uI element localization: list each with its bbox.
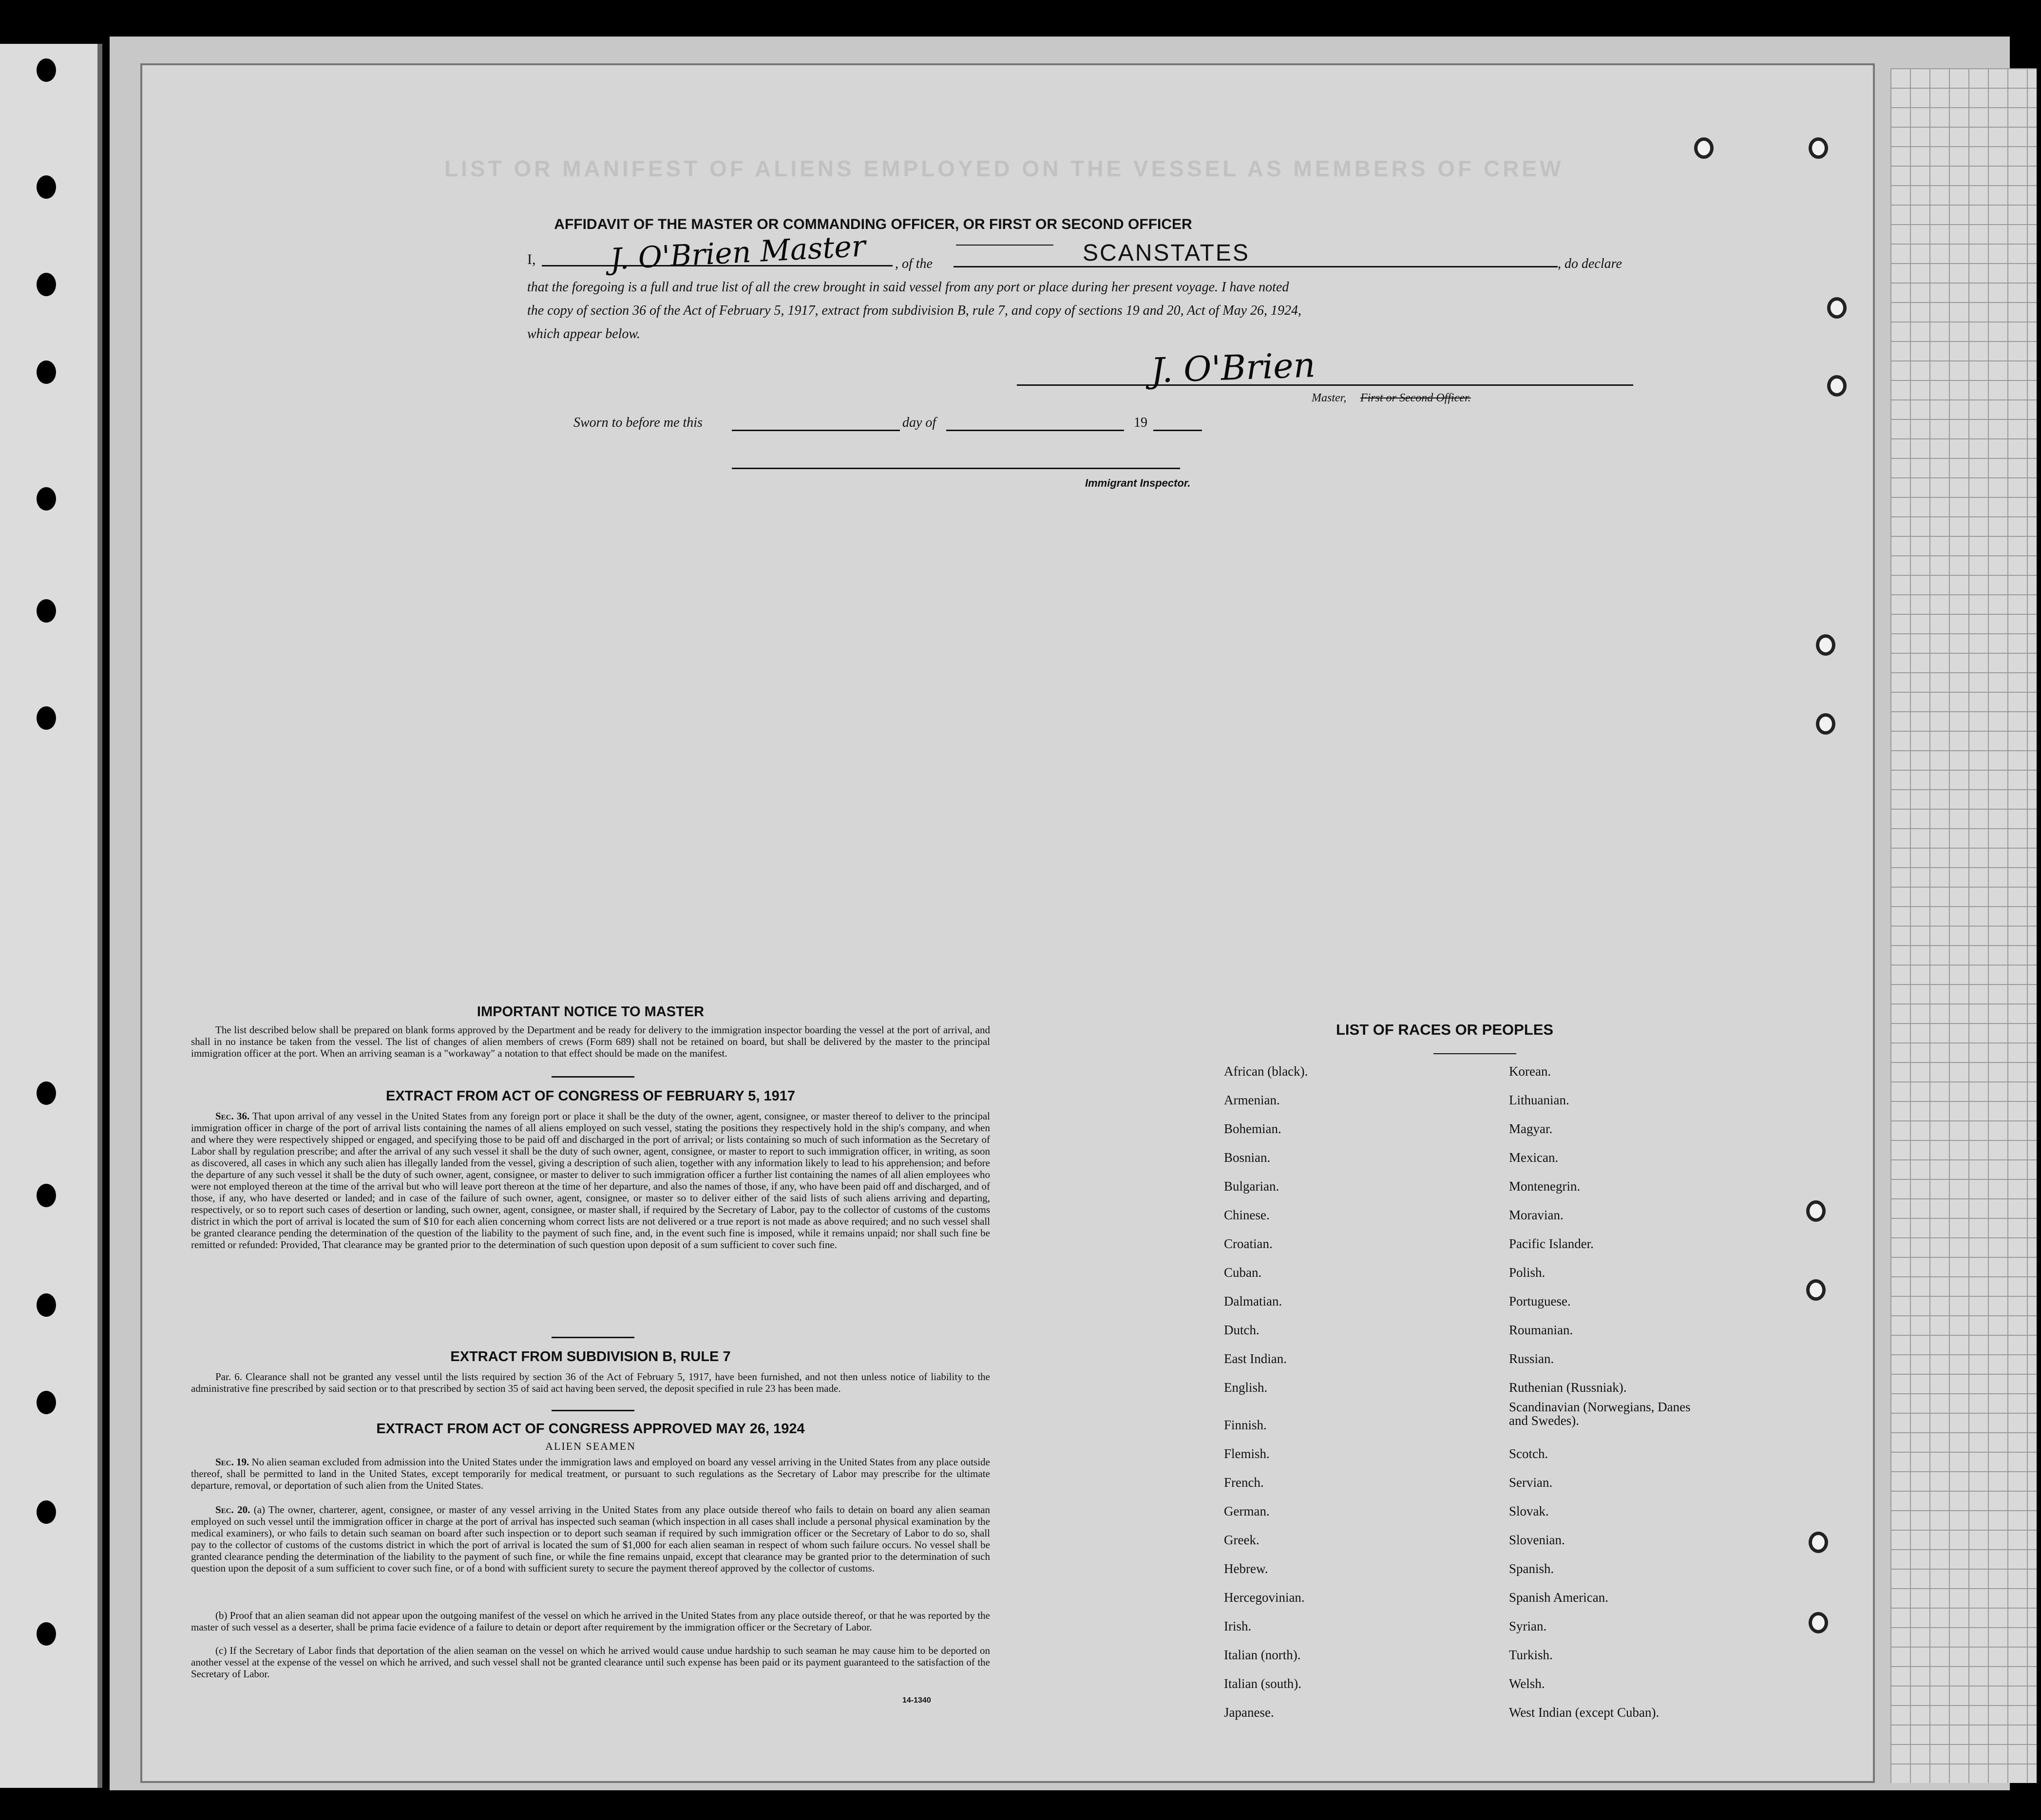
race-item: Dalmatian. [1224,1294,1282,1308]
race-item: Magyar. [1509,1121,1553,1136]
race-item: Hebrew. [1224,1561,1268,1576]
extract1-paragraph [191,1110,990,1251]
punch-hole-icon [1806,1200,1826,1222]
inspector-label: Immigrant Inspector. [1085,477,1191,489]
race-item: Lithuanian. [1509,1093,1569,1107]
race-item: Hercegovinian. [1224,1590,1305,1605]
sec19-body: No alien seaman excluded from admission into the United States under the immigration laws and employed on board any vessel arriving in the United States from any place outside thereof, shall be permitted to land in the United States, except temporarily for medical treatment, or pursuant to such regulations as the Secretary of Labor may prescribe for the ultimate departure, removal, or deportation of such alien from the United States. [191,1456,990,1491]
affidavit-line-4: which appear below. [527,326,641,341]
race-item: Italian (north). [1224,1648,1301,1662]
affidavit-title: AFFIDAVIT OF THE MASTER OR COMMANDING OFFICER, OR FIRST OR SECOND OFFICER [554,216,1192,232]
extract2-paragraph [191,1371,990,1394]
document-page [140,63,1875,1783]
race-item: German. [1224,1504,1270,1518]
race-item: Japanese. [1224,1705,1274,1720]
binder-hole-icon [37,360,56,384]
sworn-day-line [732,430,900,431]
punch-hole-icon [1806,1279,1826,1301]
binder-strip [0,44,102,1788]
struck-officer-label: First or Second Officer. [1360,392,1471,404]
race-item: Korean. [1509,1064,1551,1079]
master-signature-line [1017,384,1633,386]
race-item: Syrian. [1509,1619,1547,1633]
punch-hole-icon [1816,634,1835,656]
of-the-label: , of the [895,256,933,271]
race-item: Greek. [1224,1533,1259,1547]
day-of-label: day of [902,415,936,430]
race-item: French. [1224,1475,1264,1490]
vessel-line [954,266,1558,267]
binder-hole-icon [37,1184,56,1207]
race-item: Portuguese. [1509,1294,1571,1308]
binder-hole-icon [37,1391,56,1414]
race-item: Spanish. [1509,1561,1554,1576]
punch-hole-icon [1809,1612,1828,1633]
binder-hole-icon [37,1081,56,1105]
extract1-body: That upon arrival of any vessel in the United States from any foreign port or place it shall be the duty of the owner, agent, consignee, or master thereof to deliver to the principal immigration officer in charge of the port of arrival lists containing the names of all aliens employed on such vessel, stating the positions they respectively hold in the ship's company, and when and where they were respectively shipped or engaged, and specifying those to be paid off and discharged in the port of arrival; or lists containing so much of such information as the Secretary of Labor shall by regulation prescribe; and after the arrival of any such vessel it shall be the duty of such owner, agent, consignee, or master to report to such immigration officer, in writing, as soon as discovered, all cases in which any such alien has illegally landed from the vessel, giving a description of such alien, together with any information likely to lead to his apprehension; and before the departure of any such vessel it shall be the duty of such owner, agent, consignee, or master to deliver to such immigration officer a further list containing the names of all alien employees who were not employed thereon at the time of the arrival but who will leave port thereon at the time of her departure, and also the names of those, if any, who have been paid off and discharged, and of those, if any, who have deserted or landed; and in case of the failure of such owner, agent, consignee, or master so to deliver either of the said lists of such aliens arriving and departing, respectively, or so to report such cases of desertion or landing, such owner, agent, consignee, or master shall, if required by the Secretary of Labor, pay to the collector of customs of the customs district in which the port of arrival is located the sum of $10 for each alien concerning whom correct lists are not delivered or a true report is not made as above required; and no such vessel shall be granted clearance pending the determination of the question of the liability to the payment of such fine, and, in the event such fine is imposed, while it remains unpaid; nor shall such fine be remitted or refunded: Provided, That clearance may be granted prior to the determination of such question upon deposit of a sum sufficient to cover such fine. [191,1110,990,1251]
grid-paper-edge [1890,68,2037,1783]
race-item: Bulgarian. [1224,1179,1279,1194]
race-item: Slovenian. [1509,1533,1565,1547]
races-title: LIST OF RACES OR PEOPLES [1336,1021,1554,1038]
binder-hole-icon [37,487,56,511]
punch-hole-icon [1809,137,1828,159]
year-line [1153,430,1202,431]
title-rule [956,245,1053,246]
sec20b-paragraph: (b) Proof that an alien seaman did not appear upon the outgoing manifest of the vessel on which he arrived in the United States from any place outside thereof, or that he was reported by the master of such vessel as a deserter, shall be prima facie evidence of a failure to detain or deport after requirement by the immigration officer or the Secretary of Labor. [191,1610,990,1633]
race-item: Irish. [1224,1619,1252,1633]
punch-hole-icon [1816,713,1835,735]
binder-hole-icon [37,58,56,82]
year-prefix: 19 [1134,415,1147,430]
ghost-header: LIST OR MANIFEST OF ALIENS EMPLOYED ON THE VESSEL AS MEMBERS OF CREW [444,156,1564,181]
race-item: East Indian. [1224,1351,1287,1366]
race-item: Italian (south). [1224,1676,1301,1691]
section-rule [552,1076,634,1078]
race-item: African (black). [1224,1064,1308,1079]
master-label: Master, [1312,392,1347,404]
punch-hole-icon [1827,375,1847,397]
race-item: Turkish. [1509,1648,1553,1662]
sworn-label: Sworn to before me this [573,415,703,430]
race-item: Dutch. [1224,1323,1259,1337]
binder-hole-icon [37,706,56,730]
race-item: Polish. [1509,1265,1545,1280]
sec19-paragraph [191,1456,990,1491]
notice-title: IMPORTANT NOTICE TO MASTER [477,1004,705,1020]
race-item: Spanish American. [1509,1590,1608,1605]
race-item: Russian. [1509,1351,1554,1366]
vessel-name: SCANSTATES [1083,240,1250,266]
binder-hole-icon [37,273,56,296]
race-item: West Indian (except Cuban). [1509,1705,1660,1720]
extract3-subtitle: ALIEN SEAMEN [545,1440,636,1452]
sec20-label: Sec. 20. [215,1504,250,1516]
binder-hole-icon [37,1500,56,1524]
extract3-title: EXTRACT FROM ACT OF CONGRESS APPROVED MAY 26, 1924 [376,1421,805,1437]
race-item: Bohemian. [1224,1121,1281,1136]
extract2-body: Clearance shall not be granted any vessel until the lists required by section 36 of the Act of February 5, 1917, have been furnished, and not then unless notice of liability to the administrative fine prescribed by said section or to that prescribed by section 35 of said act having been served, the deposit specified in rule 23 has been made. [191,1371,990,1394]
sec20a-paragraph [191,1504,990,1574]
race-item: Armenian. [1224,1093,1280,1107]
extract2-par-label: Par. 6. [215,1371,242,1383]
race-item: Pacific Islander. [1509,1236,1594,1251]
binder-hole-icon [37,175,56,199]
do-declare-label: , do declare [1558,256,1622,271]
race-item: Mexican. [1509,1150,1559,1165]
notice-body: The list described below shall be prepared on blank forms approved by the Department and be ready for delivery to the immigration inspector boarding the vessel at the port of arrival, and shall in no instance be taken from the vessel. The list of changes of alien members of crews (Form 689) shall not be retained on board, but shall be delivered by the master to the principal immigration officer at the port. When an arriving seaman is a "workaway" a notation to that effect should be made on the manifest. [191,1024,990,1059]
punch-hole-icon [1827,297,1847,319]
affidavit-line-2: that the foregoing is a full and true list of all the crew brought in said vessel from any port or place during her present voyage. I have noted [527,280,1289,295]
race-item: Servian. [1509,1475,1553,1490]
extract1-sec-label: Sec. 36. [215,1110,250,1122]
punch-hole-icon [1694,137,1714,159]
race-item: Bosnian. [1224,1150,1271,1165]
race-item: Ruthenian (Russniak). [1509,1380,1627,1395]
race-item: Croatian. [1224,1236,1273,1251]
race-item: Roumanian. [1509,1323,1573,1337]
races-rule [1433,1053,1516,1054]
race-item: Welsh. [1509,1676,1545,1691]
race-item: English. [1224,1380,1268,1395]
affidavit-line-3: the copy of section 36 of the Act of February 5, 1917, extract from subdivision B, rule 7, and copy of sections 19 and 20, Act of May 26, 1924, [527,303,1302,318]
extract2-title: EXTRACT FROM SUBDIVISION B, RULE 7 [450,1349,731,1365]
binder-hole-icon [37,1293,56,1317]
race-item: Montenegrin. [1509,1179,1581,1194]
month-line [946,430,1124,431]
extract1-title: EXTRACT FROM ACT OF CONGRESS OF FEBRUARY 5, 1917 [385,1088,796,1104]
sec19-label: Sec. 19. [215,1456,249,1468]
race-item: Chinese. [1224,1208,1270,1222]
punch-hole-icon [1809,1532,1828,1553]
inspector-signature-line [732,468,1180,469]
race-item: Slovak. [1509,1504,1549,1518]
section-rule [552,1410,634,1411]
race-item: Finnish. [1224,1418,1267,1432]
binder-hole-icon [37,599,56,623]
race-item: Cuban. [1224,1265,1262,1280]
sec20a-body: (a) The owner, charterer, agent, consignee, or master of any vessel arriving in the United States from any place outside thereof who fails to detain on board any alien seaman employed on such vessel until the immigration officer in charge at the port of arrival has inspected such seaman (which inspection in all cases shall include a personal physical examination by the medical examiners), or who fails to detain such seaman on board after such inspection or to deport such seaman if required by such immigration officer or the Secretary of Labor to do so, shall pay to the collector of customs of the customs district in which the port of arrival is located the sum of $1,000 for each alien seaman in respect of whom such failure occurs. No vessel shall be granted clearance pending the determination of the liability to the payment of such fine, or while the fine remains unpaid, except that clearance may be granted prior to the determination of such question upon the deposit of a sum sufficient to cover such fine, or of a bond with sufficient surety to secure the payment thereof approved by the collector of customs. [191,1504,991,1574]
sec20c-paragraph: (c) If the Secretary of Labor finds that deportation of the alien seaman on the vessel on which he arrived would cause undue hardship to such seaman he may cause him to be deported on another vessel at the expense of the vessel on which he arrived, and such vessel shall not be granted clearance until such expense has been paid or its payment guaranteed to the satisfaction of the Secretary of Labor. [191,1645,990,1680]
binder-hole-icon [37,1622,56,1646]
race-item: Scandinavian (Norwegians, Danes and Swedes). [1509,1400,1691,1428]
i-label: I, [527,251,536,267]
handwritten-name: J. O'Brien Master [609,229,867,277]
race-item: Flemish. [1224,1446,1270,1461]
master-signature: J. O'Brien [1150,345,1316,391]
form-number: 14-1340 [902,1696,931,1705]
race-item: Scotch. [1509,1446,1548,1461]
section-rule [552,1337,634,1338]
race-item: Moravian. [1509,1208,1564,1222]
